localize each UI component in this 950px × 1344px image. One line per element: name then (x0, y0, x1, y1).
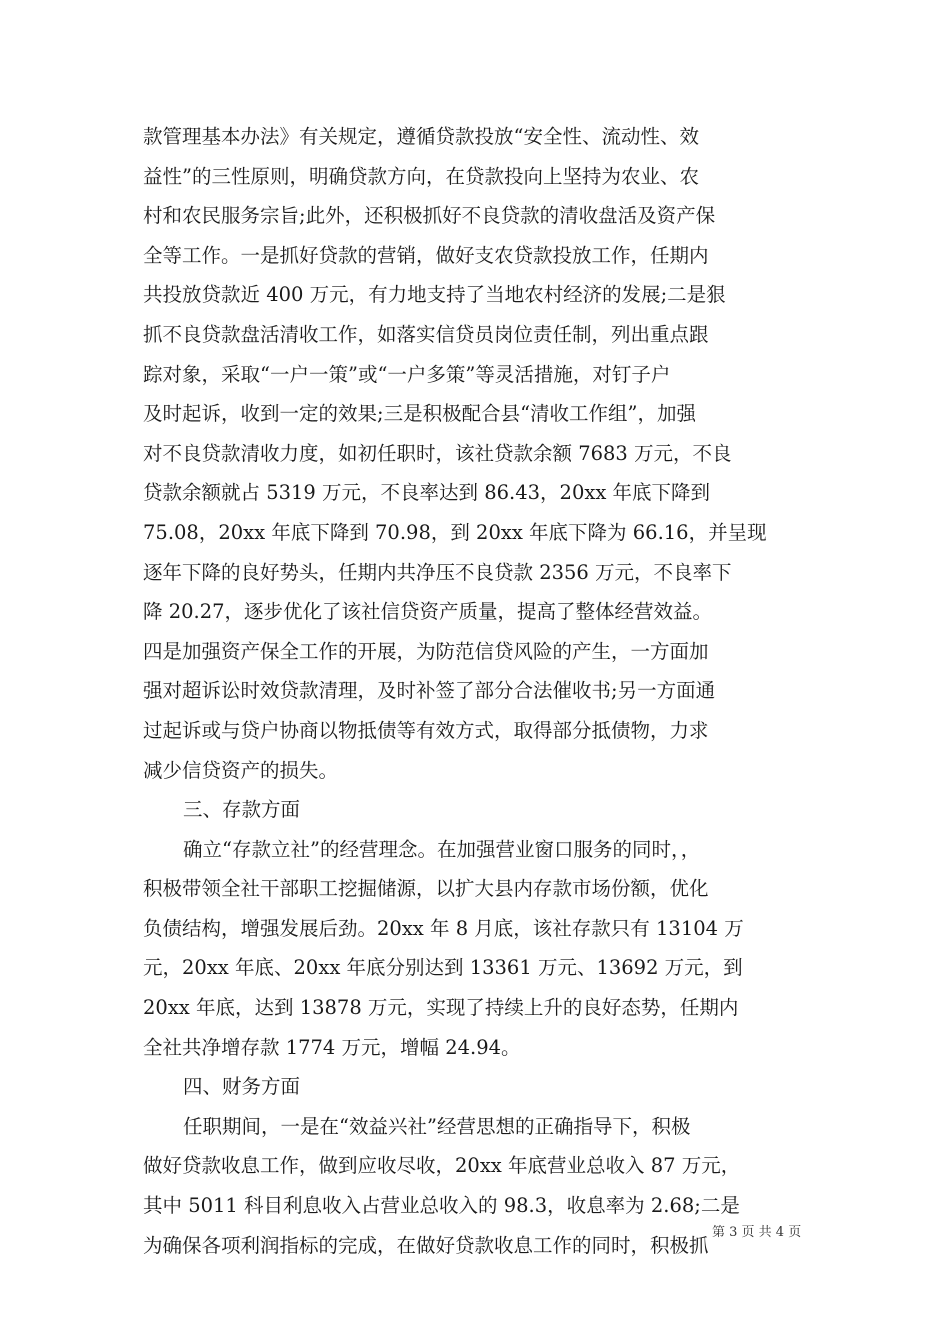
text-line: 降 20.27，逐步优化了该社信贷资产质量，提高了整体经营效益。 (143, 600, 713, 624)
body-paragraph (143, 117, 815, 790)
text-line: 村和农民服务宗旨;此外，还积极抓好不良贷款的清收盘活及资产保 (143, 204, 716, 228)
text-line: 四、财务方面 (183, 1075, 301, 1099)
text-line: 确立“存款立社”的经营理念。在加强营业窗口服务的同时，， (183, 837, 701, 861)
text-line: 为确保各项利润指标的完成，在做好贷款收息工作的同时，积极抓 (143, 1233, 709, 1257)
section-heading (143, 1067, 815, 1107)
text-line: 共投放贷款近 400 万元，有力地支持了当地农村经济的发展;二是狠 (143, 283, 726, 307)
text-line: 踪对象，采取“一户一策”或“一户多策”等灵活措施，对钉子户 (143, 362, 671, 386)
text-line: 抓不良贷款盘活清收工作，如落实信贷员岗位责任制，列出重点跟 (143, 322, 709, 346)
text-line: 元，20xx 年底、20xx 年底分别达到 13361 万元、13692 万元，到 (143, 956, 743, 980)
text-line: 三、存款方面 (183, 798, 301, 822)
text-line: 四是加强资产保全工作的开展，为防范信贷风险的产生，一方面加 (143, 639, 709, 663)
text-line: 其中 5011 科目利息收入占营业总收入的 98.3，收息率为 2.68;二是 (143, 1194, 740, 1218)
text-line: 过起诉或与贷户协商以物抵债等有效方式，取得部分抵债物，力求 (143, 718, 709, 742)
text-line: 贷款余额就占 5319 万元，不良率达到 86.43，20xx 年底下降到 (143, 481, 711, 505)
text-line: 20xx 年底，达到 13878 万元，实现了持续上升的良好态势，任期内 (143, 996, 739, 1020)
text-line: 益性”的三性原则，明确贷款方向，在贷款投向上坚持为农业、农 (143, 164, 699, 188)
text-line: 75.08，20xx 年底下降到 70.98，到 20xx 年底下降为 66.16，并呈现 (143, 520, 767, 544)
text-line: 及时起诉，收到一定的效果;三是积极配合县“清收工作组”，加强 (143, 402, 697, 426)
text-line: 逐年下降的良好势头，任期内共净压不良贷款 2356 万元，不良率下 (143, 560, 732, 584)
text-line: 全等工作。一是抓好贷款的营销，做好支农贷款投放工作，任期内 (143, 243, 709, 267)
text-line: 做好贷款收息工作，做到应收尽收，20xx 年底营业总收入 87 万元， (143, 1154, 741, 1178)
text-line: 任职期间，一是在“效益兴社”经营思想的正确指导下，积极 (183, 1114, 691, 1138)
text-line: 积极带领全社干部职工挖掘储源，以扩大县内存款市场份额，优化 (143, 877, 709, 901)
document-body (143, 117, 815, 1265)
text-line: 强对超诉讼时效贷款清理，及时补签了部分合法催收书;另一方面通 (143, 679, 716, 703)
text-line: 款管理基本办法》有关规定，遵循贷款投放“安全性、流动性、效 (143, 125, 699, 148)
text-line: 负债结构，增强发展后劲。20xx 年 8 月底，该社存款只有 13104 万 (143, 916, 744, 940)
body-paragraph (143, 830, 815, 1068)
text-line: 减少信贷资产的损失。 (143, 758, 339, 782)
text-line: 全社共净增存款 1774 万元，增幅 24.94。 (143, 1035, 521, 1059)
page-number-footer: 第 3 页 共 4 页 (712, 1225, 802, 1240)
text-line: 对不良贷款清收力度，如初任职时，该社贷款余额 7683 万元，不良 (143, 441, 732, 465)
section-heading (143, 790, 815, 830)
body-paragraph (143, 1107, 815, 1265)
